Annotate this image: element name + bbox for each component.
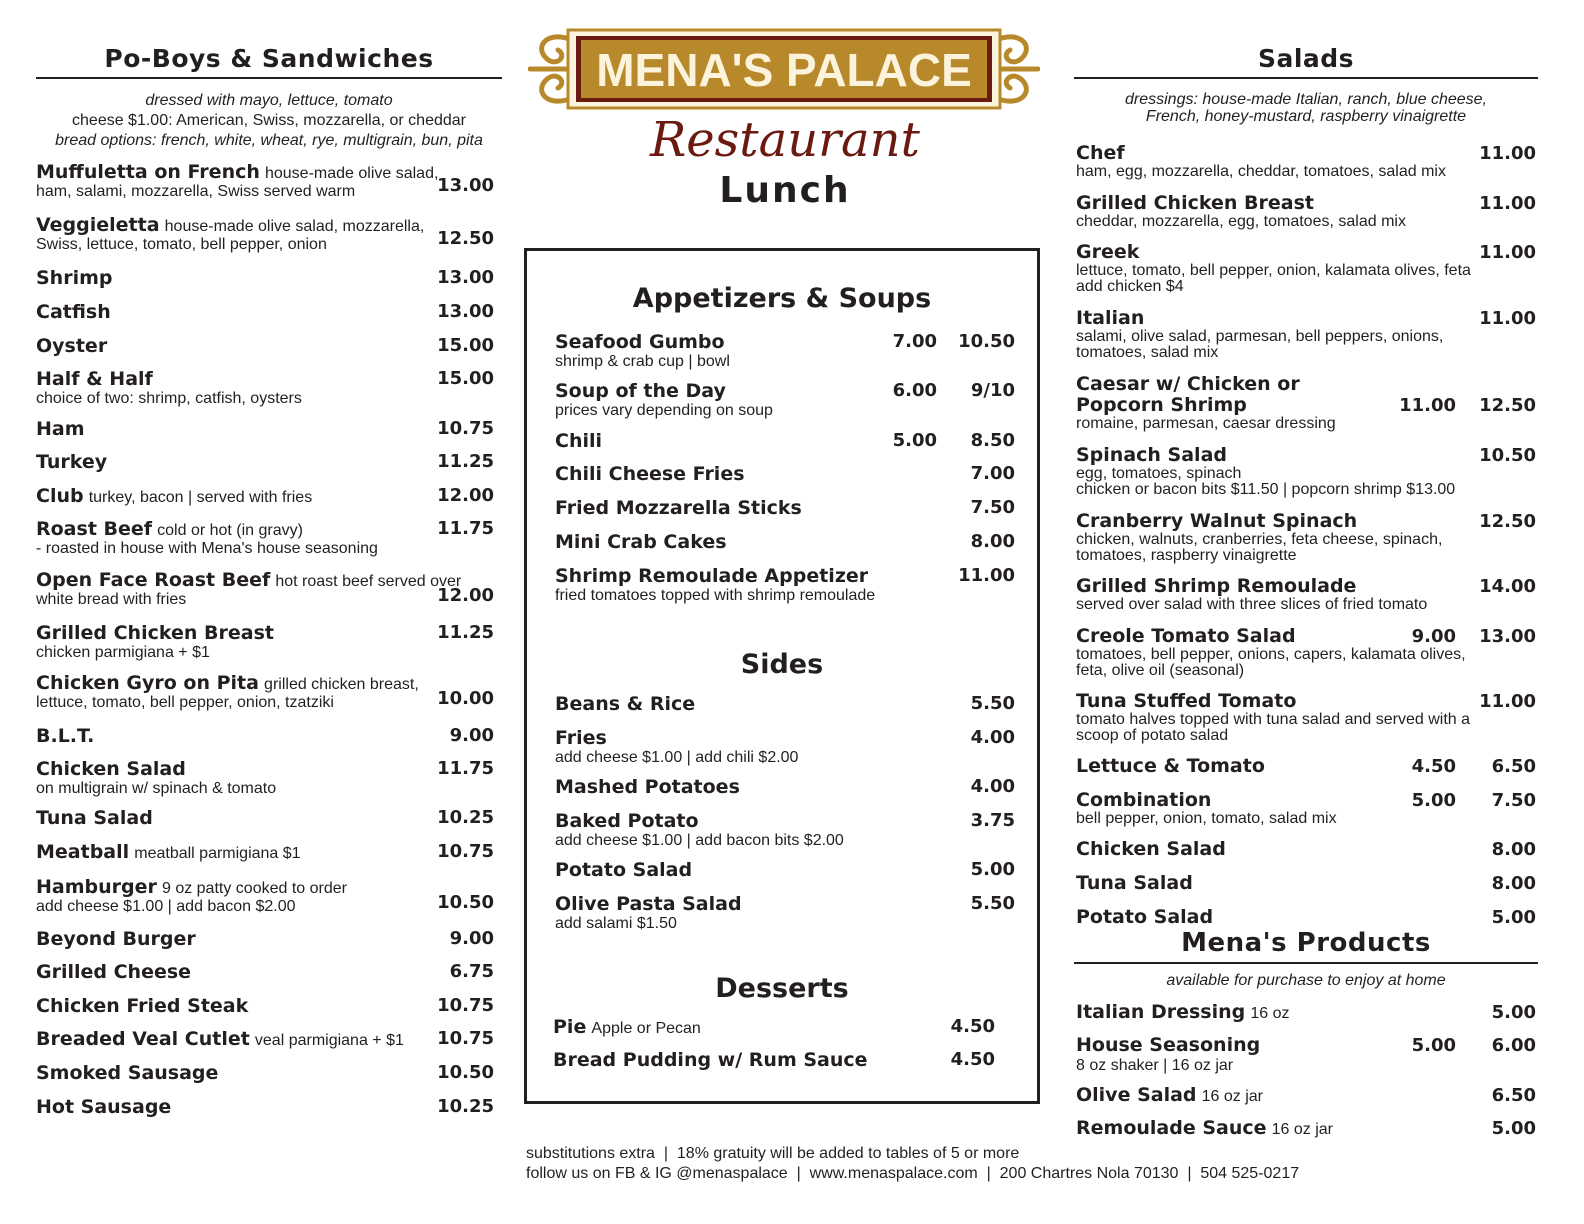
item-price: 10.25 <box>437 807 494 828</box>
item-price: 4.50 <box>950 1049 995 1070</box>
menu-item <box>1076 511 1536 564</box>
item-price: 4.00 <box>970 727 1015 748</box>
item-desc: served over salad with three slices of fried tomato <box>1076 596 1428 613</box>
salads-note-dressings: dressings: house-made Italian, ranch, blue cheese, <box>1125 91 1487 108</box>
scroll-ornament-left-icon <box>530 37 572 101</box>
item-inline-desc: 9 oz patty cooked to order <box>161 880 347 897</box>
item-desc: on multigrain w/ spinach & tomato <box>36 780 277 797</box>
item-name: Muffuletta on French <box>36 161 260 183</box>
item-name: Combination <box>1076 789 1212 811</box>
item-inline-desc: hot roast beef served over <box>275 573 462 590</box>
item-price: 10.25 <box>437 1096 494 1117</box>
item-inline-desc: veal parmigiana + $1 <box>254 1032 404 1049</box>
item-name: Grilled Chicken Breast <box>1076 192 1314 214</box>
item-inline-desc: house-made olive salad, mozzarella, <box>164 218 425 235</box>
footer <box>526 1144 1526 1184</box>
menu-item <box>1076 907 1536 928</box>
salads-note-dressings-cont: French, honey-mustard, raspberry vinaigrette <box>1145 108 1467 125</box>
menu-item <box>36 161 502 214</box>
menu-item <box>1076 1118 1536 1139</box>
menu-item <box>36 807 502 841</box>
item-inline-desc: meatball parmigiana $1 <box>134 845 301 862</box>
item-name: Chicken Salad <box>1076 838 1226 860</box>
item-desc: 8 oz shaker | 16 oz jar <box>1076 1057 1234 1074</box>
item-price: 15.00 <box>437 335 494 356</box>
item-price: 11.25 <box>437 622 494 643</box>
item-price-large: 10.50 <box>958 331 1015 352</box>
item-price: 14.00 <box>1479 576 1536 597</box>
menu-item <box>36 928 502 961</box>
item-price-large: 6.50 <box>1491 756 1536 777</box>
menu-item <box>555 893 1015 933</box>
item-price: 11.00 <box>1479 308 1536 329</box>
item-name: Soup of the Day <box>555 380 726 402</box>
item-name: Grilled Chicken Breast <box>36 622 274 644</box>
item-desc: tomatoes, bell pepper, onions, capers, kalamata olives, <box>1076 646 1466 663</box>
menu-item <box>1076 1002 1536 1023</box>
item-price: 11.00 <box>958 565 1015 586</box>
menu-item <box>36 876 502 928</box>
item-name: Chili <box>555 430 603 452</box>
item-name: Tuna Stuffed Tomato <box>1076 690 1297 712</box>
item-desc: choice of two: shrimp, catfish, oysters <box>36 390 302 407</box>
scroll-ornament-right-icon <box>996 37 1038 101</box>
item-desc: ham, salami, mozzarella, Swiss served warm <box>36 183 356 200</box>
item-name: Potato Salad <box>555 859 693 881</box>
item-price: 10.75 <box>437 418 494 439</box>
item-desc: white bread with fries <box>36 591 187 608</box>
item-desc: romaine, parmesan, caesar dressing <box>1076 415 1336 432</box>
item-name: Veggieletta <box>36 214 160 236</box>
item-name: Grilled Cheese <box>36 961 192 983</box>
menu-item <box>1076 143 1536 180</box>
item-desc: prices vary depending on soup <box>555 402 773 419</box>
item-name: Chicken Gyro on Pita <box>36 672 259 694</box>
menu-item <box>1076 242 1536 295</box>
item-name: Caesar w/ Chicken or <box>1076 373 1300 395</box>
item-price: 10.75 <box>437 841 494 862</box>
menu-item <box>555 430 1015 452</box>
item-desc: cheddar, mozzarella, egg, tomatoes, salad mix <box>1076 213 1406 230</box>
menu-item <box>36 267 502 301</box>
appetizers-title: Appetizers & Soups <box>632 283 932 314</box>
item-price: 11.75 <box>437 758 494 779</box>
footer-policy: substitutions extra | 18% gratuity will be added to tables of 5 or more <box>526 1145 1020 1162</box>
item-inline-desc: house-made olive salad, <box>264 165 439 182</box>
item-desc-extra: scoop of potato salad <box>1076 727 1229 744</box>
item-desc: ham, egg, mozzarella, cheddar, tomatoes, salad mix <box>1076 163 1446 180</box>
item-price: 9.00 <box>449 928 494 949</box>
item-name: Shrimp <box>36 267 113 289</box>
item-price: 4.50 <box>950 1016 995 1037</box>
item-desc: bell pepper, onion, tomato, salad mix <box>1076 810 1337 827</box>
menu-item <box>36 214 502 267</box>
item-name: Chicken Salad <box>36 758 186 780</box>
item-desc: fried tomatoes topped with shrimp remoulade <box>555 587 876 604</box>
menu-item <box>36 418 502 451</box>
item-name: Catfish <box>36 301 111 323</box>
item-price: 6.50 <box>1491 1085 1536 1106</box>
menu-item <box>555 693 1015 715</box>
menu-item <box>555 810 1015 850</box>
item-price-small: 5.00 <box>892 430 937 451</box>
center-menu-box <box>524 248 1040 1104</box>
menu-item <box>36 672 502 725</box>
item-name: Chili Cheese Fries <box>555 463 745 485</box>
item-name: Mashed Potatoes <box>555 776 740 798</box>
menu-item <box>1076 691 1536 744</box>
salads-section <box>1074 44 1538 125</box>
item-name: Hot Sausage <box>36 1096 172 1118</box>
item-price-small: 11.00 <box>1399 395 1456 416</box>
item-desc: lettuce, tomato, bell pepper, onion, tzatziki <box>36 694 334 711</box>
item-price: 11.00 <box>1479 242 1536 263</box>
item-inline-desc: cold or hot (in gravy) <box>157 522 303 539</box>
sides-title: Sides <box>740 649 824 680</box>
menu-item <box>555 380 1015 420</box>
item-name: House Seasoning <box>1076 1034 1261 1056</box>
item-price-small: 5.00 <box>1411 1035 1456 1056</box>
menu-item <box>1076 1085 1536 1106</box>
poboys-title: Po-Boys & Sandwiches <box>36 44 502 79</box>
item-price-large: 9/10 <box>970 380 1015 401</box>
item-name: Tuna Salad <box>1076 872 1193 894</box>
item-price: 8.00 <box>970 531 1015 552</box>
salads-notes <box>1074 91 1538 125</box>
menu-item <box>555 531 1015 553</box>
item-desc-extra: add chicken $4 <box>1076 278 1184 295</box>
item-price: 13.00 <box>437 301 494 322</box>
item-inline-desc: turkey, bacon | served with fries <box>88 489 313 506</box>
item-price: 8.00 <box>1491 839 1536 860</box>
logo <box>528 18 1040 120</box>
menu-item <box>1076 308 1536 361</box>
item-desc-extra: tomatoes, raspberry vinaigrette <box>1076 547 1297 564</box>
item-price: 10.50 <box>437 1062 494 1083</box>
item-price: 10.00 <box>437 688 494 709</box>
item-name: Olive Pasta Salad <box>555 893 742 915</box>
meal-title: Lunch <box>719 170 851 211</box>
item-desc: add cheese $1.00 | add bacon $2.00 <box>36 898 296 915</box>
poboys-note-bread: bread options: french, white, wheat, rye, multigrain, bun, pita <box>55 132 483 149</box>
item-name: Chef <box>1076 142 1125 164</box>
poboys-notes <box>36 91 502 151</box>
products-section <box>1074 928 1538 990</box>
item-desc: lettuce, tomato, bell pepper, onion, kalamata olives, feta <box>1076 262 1471 279</box>
menu-item <box>1076 756 1536 777</box>
item-price: 12.50 <box>437 228 494 249</box>
item-inline-desc: Apple or Pecan <box>591 1020 701 1037</box>
item-price: 5.50 <box>970 893 1015 914</box>
item-inline-desc: 16 oz <box>1250 1005 1290 1022</box>
item-desc-extra: tomatoes, salad mix <box>1076 344 1219 361</box>
item-price-small: 7.00 <box>892 331 937 352</box>
item-price: 5.00 <box>970 859 1015 880</box>
item-desc: tomato halves topped with tuna salad and served with a <box>1076 711 1471 728</box>
item-name-cont: Popcorn Shrimp <box>1076 394 1247 416</box>
menu-item <box>36 841 502 876</box>
item-name: Shrimp Remoulade Appetizer <box>555 565 869 587</box>
item-price-large: 7.50 <box>1491 790 1536 811</box>
item-desc: chicken parmigiana + $1 <box>36 644 210 661</box>
item-name: Breaded Veal Cutlet <box>36 1028 250 1050</box>
menu-item <box>1076 193 1536 230</box>
item-name: Bread Pudding w/ Rum Sauce <box>553 1049 868 1071</box>
menu-item <box>36 1096 502 1129</box>
item-desc: Swiss, lettuce, tomato, bell pepper, onion <box>36 236 327 253</box>
menu-item <box>555 859 1015 881</box>
menu-item <box>1076 374 1536 432</box>
salads-title: Salads <box>1074 44 1538 79</box>
item-price: 5.00 <box>1491 907 1536 928</box>
menu-item <box>1076 839 1536 860</box>
restaurant-subtitle: Restaurant <box>650 112 920 168</box>
item-name: Mini Crab Cakes <box>555 531 727 553</box>
item-price: 11.75 <box>437 518 494 539</box>
item-price: 3.75 <box>970 810 1015 831</box>
menu-item <box>553 1049 1015 1071</box>
item-price: 5.00 <box>1491 1118 1536 1139</box>
item-name: Fries <box>555 727 607 749</box>
item-name: Roast Beef <box>36 518 153 540</box>
item-name: Italian Dressing <box>1076 1001 1246 1023</box>
menu-item <box>36 758 502 807</box>
logo-text: MENA'S PALACE <box>596 44 972 96</box>
item-price-large: 13.00 <box>1479 626 1536 647</box>
menu-item <box>555 497 1015 519</box>
item-name: Chicken Fried Steak <box>36 995 249 1017</box>
menu-item <box>36 961 502 995</box>
item-price: 13.00 <box>437 175 494 196</box>
item-price: 10.50 <box>1479 445 1536 466</box>
item-price: 5.50 <box>970 693 1015 714</box>
item-inline-desc: 16 oz jar <box>1271 1121 1333 1138</box>
menu-item <box>1076 1035 1536 1074</box>
item-desc: shrimp & crab cup | bowl <box>555 353 730 370</box>
item-name: Ham <box>36 418 85 440</box>
item-name: Remoulade Sauce <box>1076 1117 1267 1139</box>
item-inline-desc: grilled chicken breast, <box>264 676 419 693</box>
item-price: 6.75 <box>449 961 494 982</box>
item-price-large: 12.50 <box>1479 395 1536 416</box>
item-price: 11.00 <box>1479 691 1536 712</box>
menu-item <box>555 776 1015 798</box>
item-name: Creole Tomato Salad <box>1076 625 1296 647</box>
item-name: Beans & Rice <box>555 693 696 715</box>
item-desc-extra: feta, olive oil (seasonal) <box>1076 662 1245 679</box>
item-price-small: 6.00 <box>892 380 937 401</box>
item-price: 15.00 <box>437 368 494 389</box>
item-name: Potato Salad <box>1076 906 1214 928</box>
item-price-small: 9.00 <box>1411 626 1456 647</box>
item-name: Club <box>36 485 84 507</box>
menu-item <box>36 1062 502 1096</box>
menu-item <box>555 463 1015 485</box>
item-name: Hamburger <box>36 876 157 898</box>
poboys-section <box>36 44 502 1129</box>
item-price-small: 5.00 <box>1411 790 1456 811</box>
item-name: Beyond Burger <box>36 928 196 950</box>
item-desc: add salami $1.50 <box>555 915 677 932</box>
item-name: Seafood Gumbo <box>555 331 725 353</box>
item-name: Lettuce & Tomato <box>1076 755 1265 777</box>
item-name: Half & Half <box>36 368 153 390</box>
item-price: 11.00 <box>1479 143 1536 164</box>
products-note: available for purchase to enjoy at home <box>1166 972 1446 989</box>
item-desc-extra: chicken or bacon bits $11.50 | popcorn shrimp $13.00 <box>1076 481 1456 498</box>
menu-item <box>1076 576 1536 613</box>
item-price-large: 6.00 <box>1491 1035 1536 1056</box>
item-name: Pie <box>553 1016 587 1038</box>
item-price: 10.50 <box>437 892 494 913</box>
item-desc: - roasted in house with Mena's house seasoning <box>36 540 378 557</box>
item-name: Baked Potato <box>555 810 699 832</box>
item-name: Meatball <box>36 841 130 863</box>
item-desc: egg, tomatoes, spinach <box>1076 465 1242 482</box>
item-name: Tuna Salad <box>36 807 153 829</box>
item-desc: salami, olive salad, parmesan, bell peppers, onions, <box>1076 328 1444 345</box>
item-price: 13.00 <box>437 267 494 288</box>
logo-banner-graphic <box>528 18 1040 120</box>
menu-item <box>555 331 1015 371</box>
item-price: 7.50 <box>970 497 1015 518</box>
item-price: 12.50 <box>1479 511 1536 532</box>
item-price: 5.00 <box>1491 1002 1536 1023</box>
desserts-title: Desserts <box>715 973 849 1004</box>
menu-item <box>36 518 502 569</box>
item-desc: add cheese $1.00 | add chili $2.00 <box>555 749 799 766</box>
item-desc: add cheese $1.00 | add bacon bits $2.00 <box>555 832 844 849</box>
menu-item <box>36 995 502 1028</box>
menu-item <box>36 301 502 335</box>
menu-item <box>36 485 502 518</box>
menu-item <box>553 1016 1015 1038</box>
products-title: Mena's Products <box>1074 928 1538 964</box>
item-price: 10.75 <box>437 995 494 1016</box>
menu-item <box>1076 626 1536 679</box>
item-desc: chicken, walnuts, cranberries, feta cheese, spinach, <box>1076 531 1443 548</box>
item-price: 11.25 <box>437 451 494 472</box>
footer-contact: follow us on FB & IG @menaspalace | www.menaspalace.com | 200 Chartres Nola 70130 | 504 525-0217 <box>526 1165 1300 1182</box>
menu-item <box>36 725 502 758</box>
item-name: Turkey <box>36 451 108 473</box>
menu-item <box>36 1028 502 1062</box>
item-name: Olive Salad <box>1076 1084 1197 1106</box>
item-price: 8.00 <box>1491 873 1536 894</box>
item-inline-desc: 16 oz jar <box>1201 1088 1263 1105</box>
item-name: Grilled Shrimp Remoulade <box>1076 575 1357 597</box>
item-name: Italian <box>1076 307 1145 329</box>
item-name: Fried Mozzarella Sticks <box>555 497 802 519</box>
item-price: 9.00 <box>449 725 494 746</box>
item-name: Oyster <box>36 335 108 357</box>
menu-item <box>36 451 502 485</box>
item-price-small: 4.50 <box>1411 756 1456 777</box>
item-price: 12.00 <box>437 585 494 606</box>
menu-item <box>555 565 1015 605</box>
item-price: 7.00 <box>970 463 1015 484</box>
item-name: Greek <box>1076 241 1140 263</box>
menu-item <box>36 622 502 672</box>
menu-item <box>1076 873 1536 894</box>
item-name: Open Face Roast Beef <box>36 569 271 591</box>
item-name: B.L.T. <box>36 725 95 747</box>
item-price-large: 8.50 <box>970 430 1015 451</box>
item-price: 11.00 <box>1479 193 1536 214</box>
item-name: Cranberry Walnut Spinach <box>1076 510 1358 532</box>
poboys-note-cheese: cheese $1.00: American, Swiss, mozzarella, or cheddar <box>72 112 466 129</box>
item-name: Smoked Sausage <box>36 1062 219 1084</box>
item-name: Spinach Salad <box>1076 444 1227 466</box>
menu-item <box>1076 790 1536 827</box>
menu-item <box>36 335 502 368</box>
menu-item <box>36 368 502 418</box>
item-price: 12.00 <box>437 485 494 506</box>
menu-item <box>36 569 502 622</box>
poboys-note-dressed: dressed with mayo, lettuce, tomato <box>145 92 393 109</box>
item-price: 4.00 <box>970 776 1015 797</box>
item-price: 10.75 <box>437 1028 494 1049</box>
menu-item <box>555 727 1015 767</box>
menu-item <box>1076 445 1536 498</box>
